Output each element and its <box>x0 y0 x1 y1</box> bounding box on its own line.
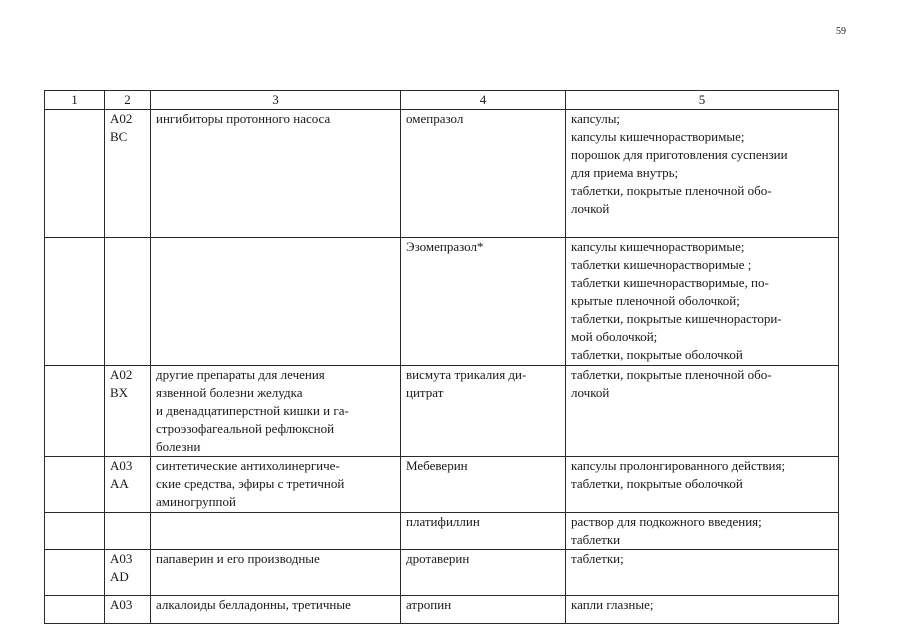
table-row <box>45 596 839 624</box>
column-header-4: 4 <box>401 91 566 110</box>
row-number-cell <box>45 366 105 457</box>
table-row <box>45 366 839 457</box>
table-row <box>45 550 839 596</box>
drug-group-cell <box>151 513 401 550</box>
drug-name-cell: омепразол <box>401 110 566 238</box>
dosage-forms-cell: таблетки, покрытые пленочной обо- лочкой <box>566 366 839 457</box>
atc-code-cell <box>105 238 151 366</box>
table-header-row <box>45 91 839 110</box>
drug-name-cell: висмута трикалия ди- цитрат <box>401 366 566 457</box>
row-number-cell <box>45 238 105 366</box>
row-number-cell <box>45 550 105 596</box>
dosage-forms-cell: таблетки; <box>566 550 839 596</box>
column-header-3: 3 <box>151 91 401 110</box>
atc-code-cell: A02 BC <box>105 110 151 238</box>
atc-code-cell: A03 AA <box>105 457 151 513</box>
dosage-forms-cell: капсулы кишечнорастворимые; таблетки кишечнорастворимые ; таблетки кишечнорастворимые, по- крытые пленочной оболочкой; таблетки, покрытые кишечнорастори- мой оболочкой; таблетки, покрытые оболочкой <box>566 238 839 366</box>
drug-group-cell: синтетические антихолинергиче- ские средства, эфиры с третичной аминогруппой <box>151 457 401 513</box>
drug-group-cell: папаверин и его производные <box>151 550 401 596</box>
drug-group-cell: алкалоиды белладонны, третичные <box>151 596 401 624</box>
table-row <box>45 238 839 366</box>
row-number-cell <box>45 596 105 624</box>
atc-code-cell <box>105 513 151 550</box>
atc-code-cell: A03 <box>105 596 151 624</box>
table-row <box>45 457 839 513</box>
atc-code-cell: A02 BX <box>105 366 151 457</box>
dosage-forms-cell: капсулы пролонгированного действия; таблетки, покрытые оболочкой <box>566 457 839 513</box>
atc-code-cell: A03 AD <box>105 550 151 596</box>
drug-group-cell <box>151 238 401 366</box>
table-row <box>45 513 839 550</box>
drug-name-cell: дротаверин <box>401 550 566 596</box>
drug-name-cell: атропин <box>401 596 566 624</box>
dosage-forms-cell: раствор для подкожного введения; таблетки <box>566 513 839 550</box>
column-header-2: 2 <box>105 91 151 110</box>
drug-table <box>44 90 839 624</box>
drug-group-cell: другие препараты для лечения язвенной болезни желудка и двенадцатиперстной кишки и га- строэзофагеальной рефлюксной болезни <box>151 366 401 457</box>
dosage-forms-cell: капсулы; капсулы кишечнорастворимые; порошок для приготовления суспензии для приема внутрь; таблетки, покрытые пленочной обо- лочкой <box>566 110 839 238</box>
drug-name-cell: Мебеверин <box>401 457 566 513</box>
drug-name-cell: платифиллин <box>401 513 566 550</box>
page-number: 59 <box>836 26 846 37</box>
drug-group-cell: ингибиторы протонного насоса <box>151 110 401 238</box>
row-number-cell <box>45 110 105 238</box>
drug-name-cell: Эзомепразол* <box>401 238 566 366</box>
row-number-cell <box>45 457 105 513</box>
table-row <box>45 110 839 238</box>
column-header-1: 1 <box>45 91 105 110</box>
dosage-forms-cell: капли глазные; <box>566 596 839 624</box>
column-header-5: 5 <box>566 91 839 110</box>
row-number-cell <box>45 513 105 550</box>
